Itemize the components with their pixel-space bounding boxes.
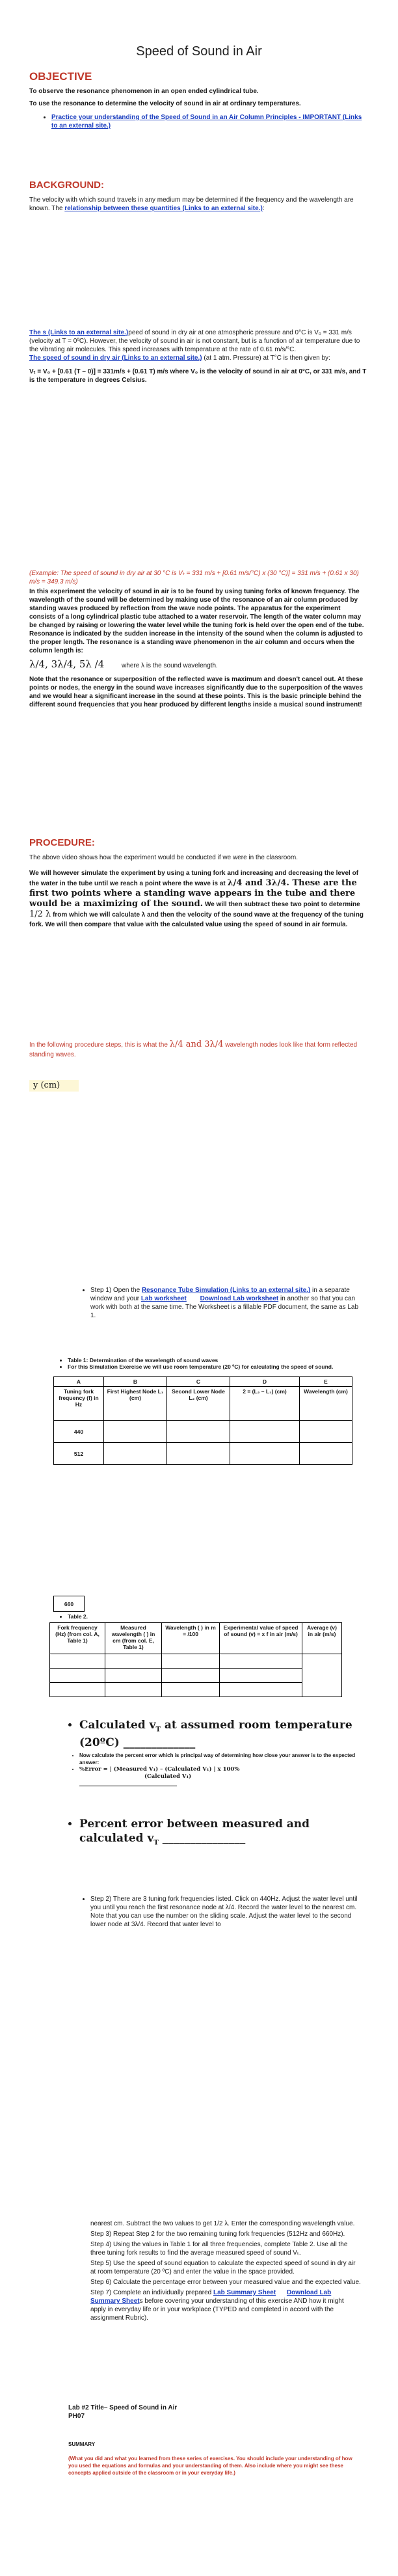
summary-label: SUMMARY [68,2441,96,2447]
procedure-p2d: 1/2 λ [29,909,51,919]
calculated-heading-tail: at assumed room temperature (20ºC) [79,1719,352,1750]
summary-section [68,2404,361,2476]
table-2-cell[interactable] [162,1683,220,1697]
speed-formula: Vₜ = V₀ + [0.61 (T – 0)] = 331m/s + (0.61 T) m/s where V₀ is the velocity of sound in air at 0°C, or 331 m/s, and T is the temperature in degrees Celsius. [29,368,367,384]
table-2-cell[interactable] [220,1669,302,1683]
procedure-p2e: from which we will calculate λ and then the velocity of the sound wave at the frequency of the tuning fork. We will then compare that value with the calculated value using the speed of sound in air formula. [29,911,364,928]
node-lengths-note: where λ is the sound wavelength. [122,662,218,669]
objective-heading: OBJECTIVE [29,70,92,83]
summary-course: PH07 [68,2413,85,2420]
summary-instructions: (What you did and what you learned from these series of exercises. You should include your understanding of how you used the equations and formulas and your understanding of them. Also include where you might see these concepts applied outside of the classroom or in your everyday life.) [68,2456,352,2476]
practice-link[interactable]: Practice your understanding of the Speed of Sound in an Air Column Principles - IMPORTANT (Links to an external site.) [51,114,362,129]
procedure-p1: The above video shows how the experiment would be conducted if we were in the classroom. [29,854,298,861]
table-1-freq: 440 [54,1421,104,1443]
table-2-cell[interactable] [162,1669,220,1683]
simulation-link[interactable]: Resonance Tube Simulation (Links to an external site.) [141,1287,311,1294]
step-3-text: Step 3) Repeat Step 2 for the two remaining tuning fork frequencies (512Hz and 660Hz). [90,2231,345,2238]
objective-line-2: To use the resonance to determine the velocity of sound in air at ordinary temperatures. [29,100,301,107]
table-2-cell[interactable] [220,1683,302,1697]
table-2-header: Wavelength ( ) in m = /100 [162,1623,220,1654]
download-summary-link[interactable]: Download Lab Summary Sheet [90,2289,332,2305]
table-2-cell[interactable] [220,1654,302,1669]
theory-block [29,569,367,709]
table-1-cell[interactable] [167,1443,230,1465]
table-2-header: Fork frequency (Hz) (from col. A, Table 1) [50,1623,105,1654]
step-1 [81,1286,361,1322]
lab-worksheet-link[interactable]: Lab worksheet [140,1295,187,1302]
speed-text-2: (at 1 atm. Pressure) at T°C is then given by: [202,355,330,362]
procedure-note [29,1040,367,1060]
step-5-text: Step 5) Use the speed of sound equation to calculate the expected speed of sound in dry air at room temperature (20 ºC) and enter the value in the space provided. [90,2260,356,2275]
lab-summary-link[interactable]: Lab Summary Sheet [213,2289,276,2296]
table-2-cell[interactable] [50,1654,105,1669]
speed-link-2[interactable]: The speed of sound in dry air (Links to an external site.) [29,355,202,362]
table-2-header: Experimental value of speed of sound (v) = x f in air (m/s) [220,1623,302,1654]
table-1-header: 2 = (L₂ – L₁) (cm) [230,1387,300,1421]
speed-link-1[interactable]: The s (Links to an external site.) [29,329,129,336]
percent-error-formula: • %Error = | (Measured V₁) – (Calculated V₁) | x 100% [79,1766,356,1773]
percent-error-denominator: (Calculated V₁) [144,1773,192,1780]
percent-error-heading: Percent error between measured and calculated v [79,1818,310,1845]
table-2-cell[interactable] [105,1683,162,1697]
procedure-p2b: λ/4 and 3λ/4. These are the first two points where a standing wave appears in the tube and there would be a maximizing of the sound. [29,878,357,909]
divider [79,1780,177,1786]
percent-error-section [70,1817,356,1850]
table-2-cell[interactable] [50,1669,105,1683]
table-1-cell[interactable] [104,1443,167,1465]
procedure-p2a: We will however simulate the experiment by using a tuning fork and increasing and decreasing the level of the water in the tube until we reach a point where the wave is at [29,870,359,887]
percent-error-instruction: • Now calculate the percent error which is principal way of determining how close your answer is to the expected answer: [79,1752,356,1766]
table-1-captions [59,1357,345,1370]
table-1-cell[interactable] [300,1421,352,1443]
summary-title: Lab #2 Title– Speed of Sound in Air [68,2404,178,2411]
procedure-p2c: We will then subtract these two point to determine [203,901,360,908]
background-heading: BACKGROUND: [29,180,104,191]
procedure-note-b: λ/4 and 3λ/4 [169,1040,224,1049]
table-1-note: • For this Simulation Exercise we will use room temperature (20 ºC) for calculating the speed of sound. [68,1363,345,1370]
table-1-header: Tuning fork frequency (f) in Hz [54,1387,104,1421]
table-1-letter: A [54,1377,104,1387]
download-worksheet-link[interactable]: Download Lab worksheet [200,1295,279,1302]
step-1-c: in another so that you can work with both at the same time. The Worksheet is a fillable PDF document, the same as Lab 1. [90,1295,359,1319]
objective-line-1: To observe the resonance phenomenon in an open ended cylindrical tube. [29,88,259,95]
procedure-note-c: wavelength nodes look like that form reflected standing waves. [29,1041,358,1058]
table-1-cell[interactable] [230,1421,300,1443]
table-1-cell[interactable] [230,1443,300,1465]
table-1-cell[interactable] [300,1443,352,1465]
table-2-average-cell[interactable] [302,1654,342,1697]
table-1-header: Wavelength (cm) [300,1387,352,1421]
y-cm-label: y (cm) [29,1080,79,1092]
table-1-freq: 660 [54,1596,85,1612]
table-1-freq: 512 [54,1443,104,1465]
procedure-note-a: In the following procedure steps, this is what the [29,1041,170,1049]
table-1-header: Second Lower Node L₂ (cm) [167,1387,230,1421]
step-1-a: Step 1) Open the [90,1287,142,1294]
table-1-header: First Highest Node L₁ (cm) [104,1387,167,1421]
step-2-text: • Step 2) There are 3 tuning fork frequencies listed. Click on 440Hz. Adjust the water level until you until you reach the first resonance node at λ/4. Record the water level to the nearest cm. Note that you can use the number on the sliding scale. Adjust the water level to the second lower node at 3λ/4. Record that water level to [90,1895,361,1929]
calculated-blank[interactable]: _____________ [119,1736,196,1750]
calculated-heading: Calculated v [79,1719,156,1732]
speed-paragraph [29,329,367,384]
node-lengths: λ/4, 3λ/4, 5λ /4 [29,658,105,670]
step-2 [81,1895,361,1931]
percent-error-blank[interactable]: _______________ [158,1832,246,1845]
calculated-section [70,1719,356,1786]
table-1-letter: C [167,1377,230,1387]
background-p1-end: : [262,205,265,212]
table-2-caption-text: • Table 2. [68,1613,88,1620]
table-1-letter: B [104,1377,167,1387]
table-2-cell[interactable] [105,1669,162,1683]
speed-text: peed of sound in dry air at one atmospheric pressure and 0°C is V₀ = 331 m/s (velocity at T = 0ºC). However, the velocity of sound in air is not constant, but is a function of air temperature due to the vibrating air molecules. This speed increases with temperature at the rate of 0.61 m/s/°C. [29,329,360,353]
table-1-letter: E [300,1377,352,1387]
percent-error-heading-sub: T [153,1839,159,1847]
page-title: Speed of Sound in Air [136,44,262,59]
table-2 [49,1622,342,1697]
background-section [29,180,367,213]
step-7-text: Step 7) Complete an individually prepared [90,2289,213,2296]
table-2-cell[interactable] [50,1683,105,1697]
table-1-caption: • Table 1: Determination of the wavelength of sound waves [68,1357,345,1363]
table-1-cell[interactable] [104,1421,167,1443]
step-6-text: Step 6) Calculate the percentage error between your measured value and the expected value. [90,2279,361,2286]
table-1-continued [53,1596,85,1612]
table-2-cell[interactable] [105,1654,162,1669]
step-2-continued: nearest cm. Subtract the two values to get 1/2 λ. Enter the corresponding wavelength value. [90,2220,355,2227]
table-2-cell[interactable] [162,1654,220,1669]
step-1-b: in a separate window and your [90,1287,350,1302]
experiment-description: In this experiment the velocity of sound in air is to be found by using tuning forks of known frequency. The wavelength of the sound will be determined by making use of the resonance of an air column produced by standing waves produced by reflection from the wave node points. The apparatus for the experiment consists of a long cylindrical plastic tube attached to a water reservoir. The length of the water column may be changed by raising or lowering the water level while the tuning fork is held over the open end of the tube. Resonance is indicated by the sudden increase in the intensity of the sound when the column is adjusted to the proper length. The resonance is a standing wave phenomenon in the air column and occurs when the column length is: [29,588,364,654]
table-1-letter: D [230,1377,300,1387]
relationship-link[interactable]: relationship between these quantities (Links to an external site.) [64,205,263,212]
table-1 [53,1376,352,1465]
objective-section [29,70,367,130]
steps-continued [90,2220,361,2324]
step-7-tail: s before covering your understanding of this exercise AND how it might apply in everyday life or in your workplace (TYPED and completed in accord with the assignment Rubric). [90,2298,344,2322]
table-2-caption [59,1613,88,1620]
step-4-text: Step 4) Using the values in Table 1 for all three frequencies, complete Table 2. Use all the three tuning fork results to find the average measured speed of sound Vₜ. [90,2241,348,2257]
superposition-note: Note that the resonance or superposition of the reflected wave is maximum and doesn't cancel out. At these points or nodes, the energy in the sound wave increases significantly due to the superposition of the waves and we would hear a significant increase in the sound at these points. This is the basic principle behind the different sound frequencies that you hear produced by different lengths inside a musical sound instrument! [29,676,364,708]
example-text: (Example: The speed of sound in dry air at 30 °C is Vₜ = 331 m/s + [0.61 m/s/°C) x (30 °C)] = 331 m/s + (0.61 x 30) m/s = 349.3 m/s) [29,570,359,585]
procedure-section [29,837,367,930]
procedure-heading: PROCEDURE: [29,837,95,848]
table-2-header: Measured wavelength ( ) in cm (from col. E, Table 1) [105,1623,162,1654]
table-2-header: Average (v) in air (m/s) [302,1623,342,1654]
table-1-cell[interactable] [167,1421,230,1443]
calculated-heading-sub: T [155,1726,161,1734]
background-p1: The velocity with which sound travels in any medium may be determined if the frequency and the wavelength are known. The [29,196,354,212]
